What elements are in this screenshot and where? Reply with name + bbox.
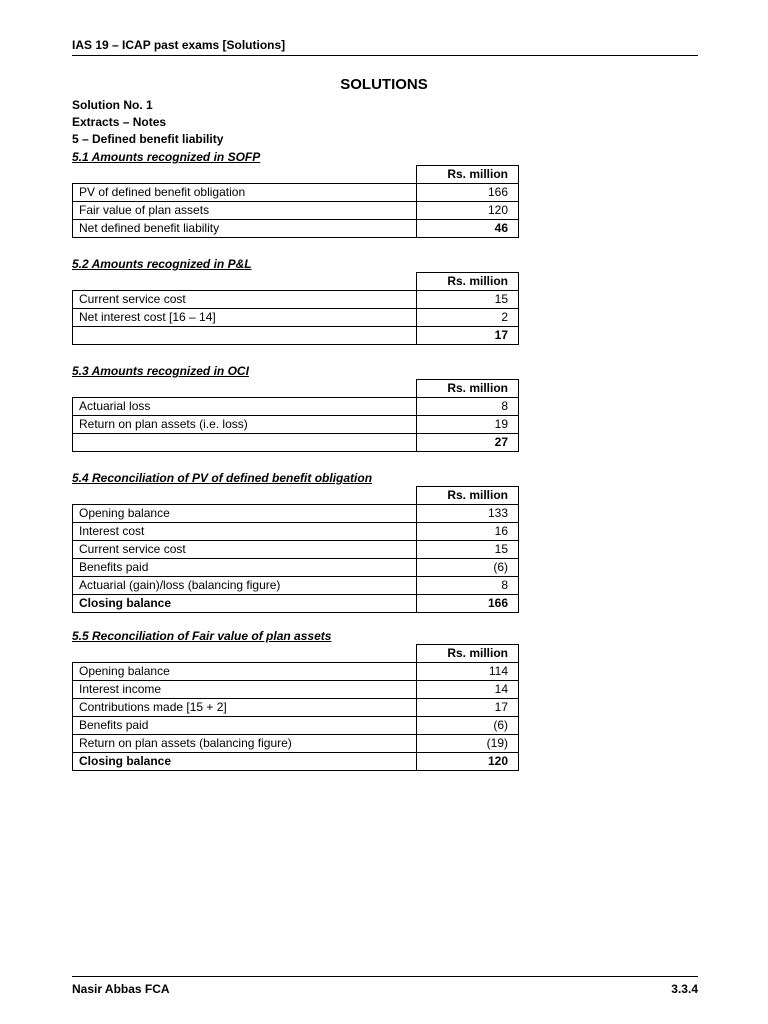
footer-author: Nasir Abbas FCA [72, 982, 170, 996]
solution-number: Solution No. 1 [72, 98, 153, 112]
table-row [73, 753, 519, 771]
unit-header: Rs. million [416, 166, 519, 184]
table-row [73, 735, 519, 753]
sofp-table [72, 165, 519, 238]
row-value: 120 [416, 202, 519, 220]
table-row [73, 577, 519, 595]
table-row [73, 291, 519, 309]
table-row [73, 434, 519, 452]
row-label: Opening balance [73, 505, 417, 523]
row-label: Interest income [73, 681, 417, 699]
row-value: 15 [416, 541, 519, 559]
row-label [73, 327, 417, 345]
row-value: 8 [416, 577, 519, 595]
row-label-total: Closing balance [73, 595, 417, 613]
row-label-total: Closing balance [73, 753, 417, 771]
unit-header: Rs. million [416, 273, 519, 291]
page-footer [72, 976, 698, 996]
table-row [73, 309, 519, 327]
row-label: Return on plan assets (i.e. loss) [73, 416, 417, 434]
section-title: 5.3 Amounts recognized in OCI [72, 364, 249, 378]
table-row [73, 416, 519, 434]
table-row [73, 327, 519, 345]
table-row [73, 717, 519, 735]
unit-header: Rs. million [416, 380, 519, 398]
row-label: Net interest cost [16 – 14] [73, 309, 417, 327]
row-value: 2 [416, 309, 519, 327]
section-pl [72, 257, 520, 345]
row-label [73, 434, 417, 452]
page-header: IAS 19 – ICAP past exams [Solutions] [72, 38, 698, 56]
row-value: 166 [416, 184, 519, 202]
note-heading: 5 – Defined benefit liability [72, 132, 224, 146]
section-title: 5.5 Reconciliation of Fair value of plan assets [72, 629, 332, 643]
row-label: Benefits paid [73, 717, 417, 735]
row-label: Fair value of plan assets [73, 202, 417, 220]
pv-reconciliation-table [72, 486, 519, 613]
row-value: (6) [416, 559, 519, 577]
table-row [73, 663, 519, 681]
table-row [73, 559, 519, 577]
row-value: 19 [416, 416, 519, 434]
row-value-total: 17 [416, 327, 519, 345]
row-value: 8 [416, 398, 519, 416]
pl-table [72, 272, 519, 345]
table-row [73, 541, 519, 559]
table-row [73, 398, 519, 416]
row-label: Actuarial loss [73, 398, 417, 416]
table-row [73, 505, 519, 523]
row-value: 15 [416, 291, 519, 309]
table-header-row [73, 166, 519, 184]
row-value-total: 27 [416, 434, 519, 452]
table-row [73, 220, 519, 238]
table-row [73, 595, 519, 613]
section-title: 5.2 Amounts recognized in P&L [72, 257, 252, 271]
row-value: 16 [416, 523, 519, 541]
section-pv-reconciliation [72, 471, 520, 613]
row-value: (6) [416, 717, 519, 735]
footer-page-number: 3.3.4 [671, 982, 698, 996]
table-header-row [73, 487, 519, 505]
table-row [73, 202, 519, 220]
section-sofp [72, 150, 520, 238]
row-value-total: 46 [416, 220, 519, 238]
row-value: 17 [416, 699, 519, 717]
row-label: PV of defined benefit obligation [73, 184, 417, 202]
row-value-total: 120 [416, 753, 519, 771]
fv-reconciliation-table [72, 644, 519, 771]
table-header-row [73, 273, 519, 291]
oci-table [72, 379, 519, 452]
table-row [73, 681, 519, 699]
intro-block [72, 97, 223, 148]
row-value: 133 [416, 505, 519, 523]
row-label: Net defined benefit liability [73, 220, 417, 238]
row-value: (19) [416, 735, 519, 753]
unit-header: Rs. million [416, 487, 519, 505]
page-title: SOLUTIONS [340, 76, 428, 93]
row-value: 14 [416, 681, 519, 699]
row-label: Current service cost [73, 541, 417, 559]
row-label: Actuarial (gain)/loss (balancing figure) [73, 577, 417, 595]
row-label: Benefits paid [73, 559, 417, 577]
row-label: Opening balance [73, 663, 417, 681]
table-row [73, 699, 519, 717]
row-label: Current service cost [73, 291, 417, 309]
table-row [73, 184, 519, 202]
table-row [73, 523, 519, 541]
unit-header: Rs. million [416, 645, 519, 663]
section-title: 5.4 Reconciliation of PV of defined benefit obligation [72, 471, 373, 485]
row-value-total: 166 [416, 595, 519, 613]
extracts-label: Extracts – Notes [72, 115, 167, 129]
row-label: Return on plan assets (balancing figure) [73, 735, 417, 753]
section-oci [72, 364, 520, 452]
table-header-row [73, 645, 519, 663]
table-header-row [73, 380, 519, 398]
section-fv-reconciliation [72, 629, 520, 771]
row-label: Interest cost [73, 523, 417, 541]
row-label: Contributions made [15 + 2] [73, 699, 417, 717]
row-value: 114 [416, 663, 519, 681]
section-title: 5.1 Amounts recognized in SOFP [72, 150, 261, 164]
